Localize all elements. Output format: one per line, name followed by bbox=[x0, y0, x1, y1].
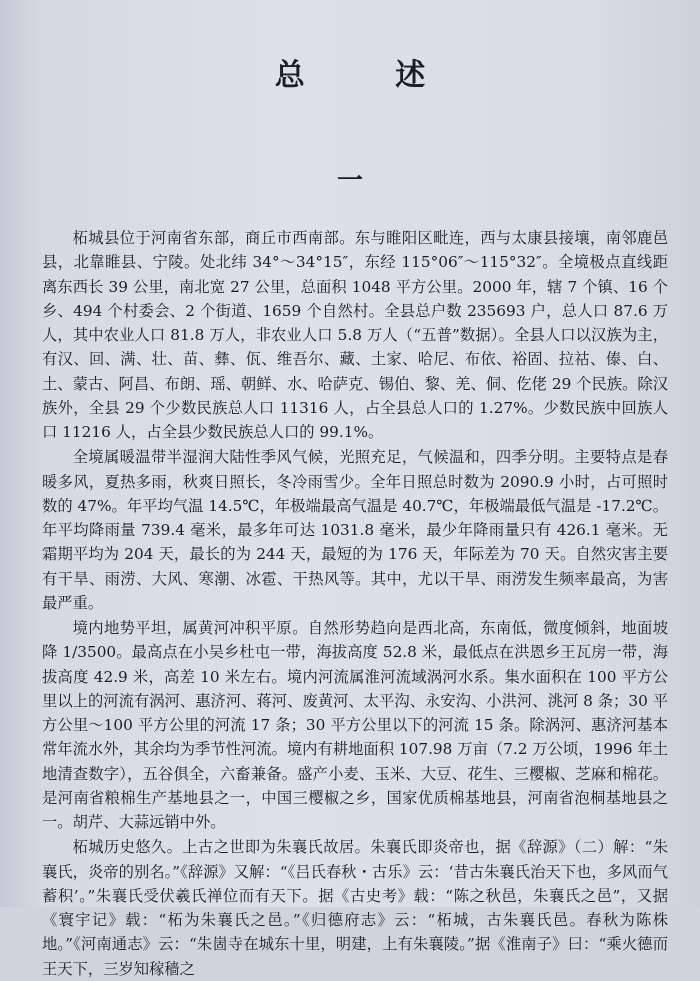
paragraph-climate: 全境属暖温带半湿润大陆性季风气候，光照充足，气候温和，四季分明。主要特点是春暖多风，夏热多雨，秋爽日照长，冬冷雨雪少。全年日照总时数为 2090.9 小时，占可照时数的 47%。年平均气温 14.5℃，年极端最高气温是 40.7℃，年极端最低气温是 -17.2℃。年平均降雨量 739.4 毫米，最多年可达 1031.8 毫米，最少年降雨量只有 426.1 毫米。无霜期平均为 204 天，最长的为 244 天，最短的为 176 天，年际差为 70 天。自然灾害主要有干旱、雨涝、大风、寒潮、冰雹、干热风等。其中，尤以干旱、雨涝发生频率最高，为害最严重。 bbox=[42, 448, 668, 612]
body-text bbox=[42, 226, 668, 981]
paragraph-history: 柘城历史悠久。上古之世即为朱襄氏故居。朱襄氏即炎帝也，据《辞源》（二）解：“朱襄氏，炎帝的别名。”《辞源》又解：“《吕氏春秋・古乐》云：‘昔古朱襄氏治天下也，多风而气蓄积’。”朱襄氏受伏羲氏禅位而有天下。据《古史考》载：“陈之秋邑，朱襄氏之邑”，又据《寰宇记》载：“柘为朱襄氏之邑。”《归德府志》云：“柘城，古朱襄氏邑。春秋为陈株地。”《河南通志》云：“朱崮寺在城东十里，明建，上有朱襄陵。”据《淮南子》曰：“乘火德而王天下，三岁知稼穑之 bbox=[42, 838, 668, 978]
paragraph-overview: 柘城县位于河南省东部，商丘市西南部。东与睢阳区毗连，西与太康县接壤，南邻鹿邑县，北靠睢县、宁陵。处北纬 34°～34°15″，东经 115°06″～115°32″。全境极点直线距离东西长 39 公里，南北宽 27 公里，总面积 1048 平方公里。2000 年，辖 7 个镇、16 个乡、494 个村委会、2 个街道、1659 个自然村。全县总户数 235693 户，总人口 87.6 万人，其中农业人口 81.8 万人，非农业人口 5.8 万人（“五普”数据）。全县人口以汉族为主，有汉、回、满、壮、苗、彝、佤、维吾尔、藏、土家、哈尼、布依、裕固、拉祜、傣、白、土、蒙古、阿昌、布朗、瑶、朝鲜、水、哈萨克、锡伯、黎、羌、侗、仡佬 29 个民族。除汉族外，全县 29 个少数民族总人口 11316 人，占全县总人口的 1.27%。少数民族中回族人口 11216 人，占全县少数民族总人口的 99.1%。 bbox=[42, 229, 668, 441]
page-title: 总 述 bbox=[274, 58, 466, 93]
paragraph-terrain: 境内地势平坦，属黄河冲积平原。自然形势趋向是西北高，东南低，微度倾斜，地面坡降 1/3500。最高点在小吴乡杜屯一带，海拔高度 52.8 米，最低点在洪恩乡王瓦房一带，海拔高度 42.9 米，高差 10 米左右。境内河流属淮河流域涡河水系。集水面积在 100 平方公里以上的河流有涡河、惠济河、蒋河、废黄河、太平沟、永安沟、小洪河、洮河 8 条；30 平方公里～100 平方公里的河流 17 条；30 平方公里以下的河流 15 条。除涡河、惠济河基本常年流水外，其余均为季节性河流。境内有耕地面积 107.98 万亩（7.2 万公顷，1996 年土地清查数字），五谷俱全，六畜兼备。盛产小麦、玉米、大豆、花生、三樱椒、芝麻和棉花。是河南省粮棉生产基地县之一，中国三樱椒之乡，国家优质棉基地县，河南省泡桐基地县之一。胡芹、大蒜远销中外。 bbox=[42, 619, 668, 831]
section-number: 一 bbox=[336, 166, 363, 196]
